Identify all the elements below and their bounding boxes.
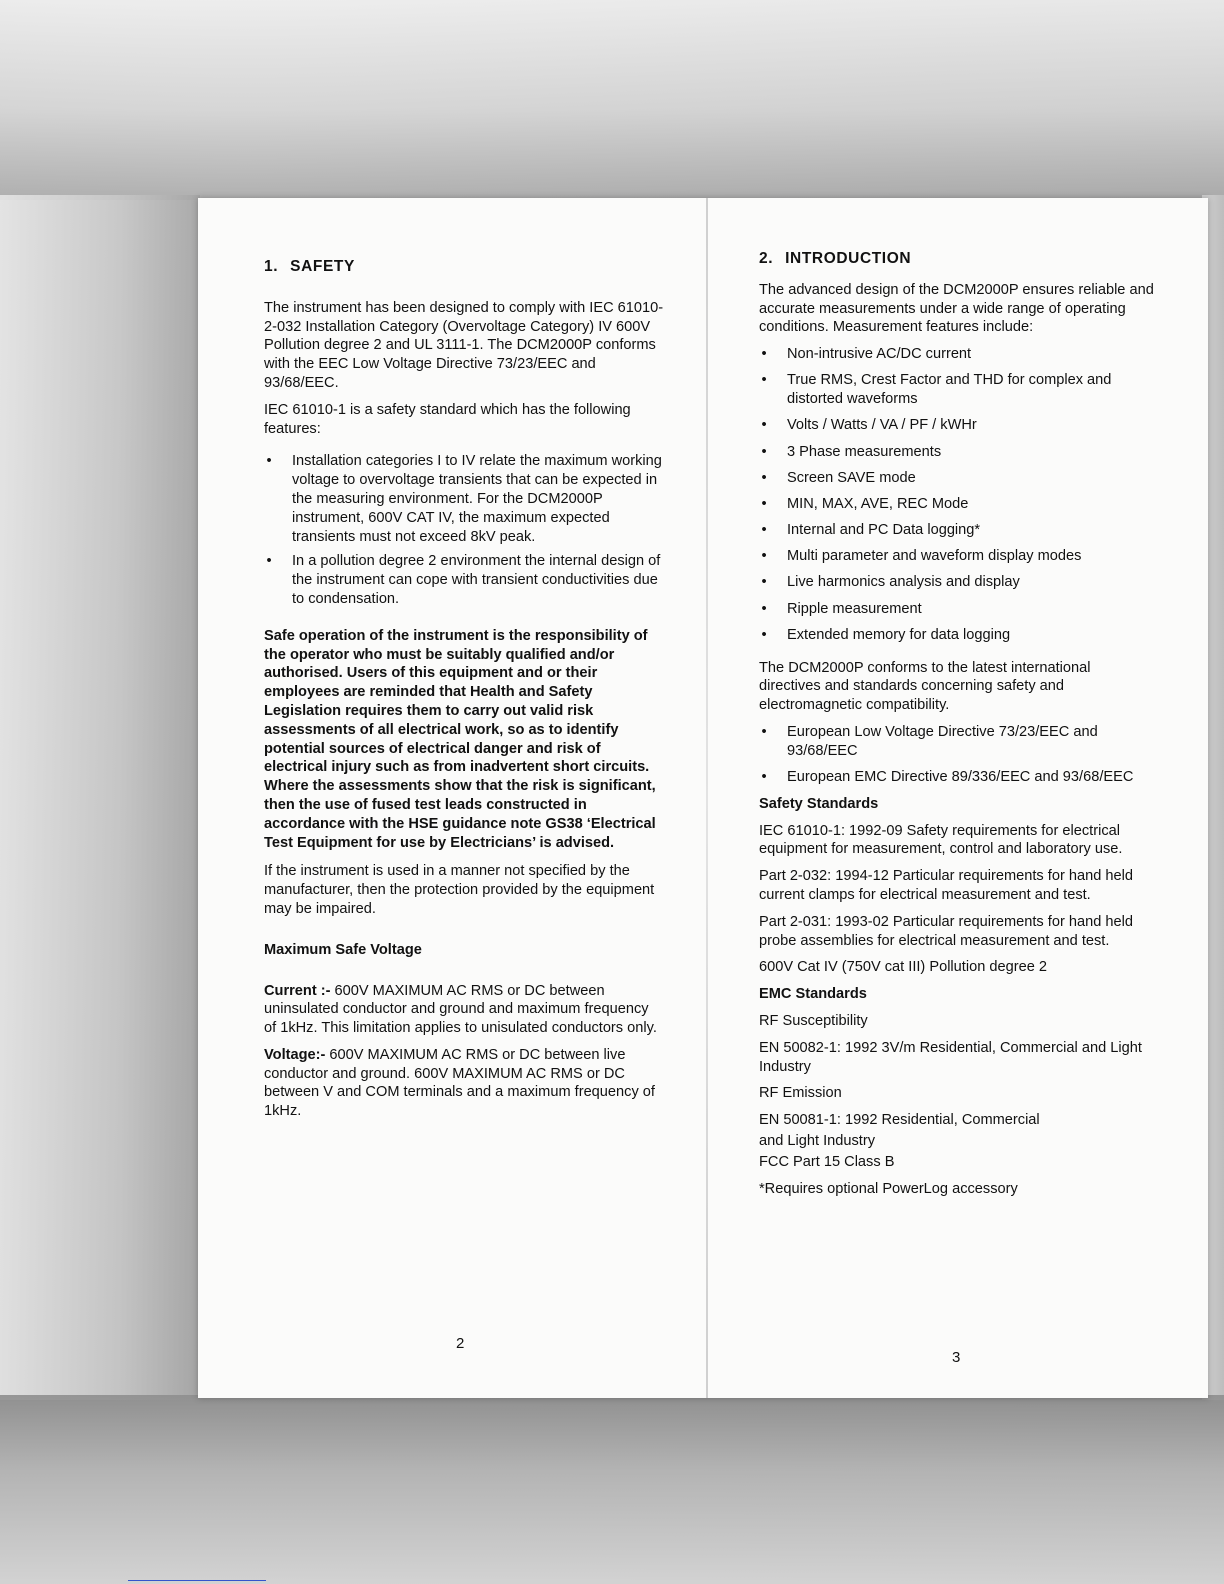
standard-en-50081-1-cont: and Light Industry — [759, 1132, 876, 1149]
voltage-label: Voltage:- — [264, 1046, 326, 1063]
category-rating: 600V Cat IV (750V cat III) Pollution degree 2 — [759, 959, 1047, 976]
safety-heading — [264, 258, 664, 277]
list-item — [759, 469, 1154, 488]
safety-intro-paragraph: The instrument has been designed to comply with IEC 61010-2-032 Installation Category (Overvoltage Category) IV 600V Pollution degree 2 and UL 3111-1. The DCM2000P conforms with the EEC Low Voltage Directive 73/23/EEC and 93/68/EEC. — [264, 299, 664, 391]
bullet-icon: • — [761, 600, 767, 617]
bullet-icon: • — [761, 522, 767, 539]
list-item-text: Volts / Watts / VA / PF / kWHr — [787, 417, 977, 434]
list-item — [759, 495, 1154, 514]
list-item — [759, 345, 1154, 364]
scan-bottom-margin — [0, 1395, 1224, 1584]
list-item-text: European EMC Directive 89/336/EEC and 93/68/EEC — [787, 769, 1134, 786]
page-number-right: 3 — [952, 1349, 961, 1366]
list-item-text: 3 Phase measurements — [787, 443, 942, 460]
list-item-text: European Low Voltage Directive 73/23/EEC and 93/68/EEC — [787, 724, 1098, 759]
bullet-icon: • — [761, 769, 767, 786]
standard-en-50081-1: EN 50081-1: 1992 Residential, Commercial — [759, 1112, 1040, 1129]
list-item — [759, 626, 1154, 645]
right-page — [759, 250, 1154, 1206]
list-item — [759, 600, 1154, 619]
safety-warning: Safe operation of the instrument is the responsibility of the operator who must be suitably qualified and/or authorised. Users of this equipment and or their employees are reminded that Health and Safety Legislation requires them to carry out valid risk assessments of all electrical work, so as to identify potential sources of electrical danger and risk of electrical injury such as from inadvertent short circuits. Where the assessments show that the risk is significant, then the use of fused test leads constructed in accordance with the HSE guidance note GS38 ‘Electrical Test Equipment for use by Electricians’ is advised. — [264, 627, 656, 851]
scan-top-margin — [0, 0, 1224, 200]
list-item — [759, 521, 1154, 540]
voltage-limit-text: 600V MAXIMUM AC RMS or DC between live conductor and ground. 600V MAXIMUM AC RMS or DC between V and COM terminals and a maximum frequency of 1kHz. — [264, 1046, 655, 1120]
list-item-text: Screen SAVE mode — [787, 469, 916, 486]
scan-left-margin — [0, 195, 200, 1400]
iec-features-paragraph: IEC 61010-1 is a safety standard which has the following features: — [264, 401, 631, 437]
bullet-icon: • — [761, 469, 767, 486]
emc-standards-heading: EMC Standards — [759, 986, 867, 1003]
list-item-text: Internal and PC Data logging* — [787, 522, 981, 539]
section-title: INTRODUCTION — [785, 250, 912, 267]
list-item — [759, 573, 1154, 592]
current-limit-paragraph — [264, 982, 664, 1038]
bullet-icon: • — [761, 548, 767, 565]
list-item-text: Ripple measurement — [787, 600, 922, 617]
scan-edge-line — [128, 1580, 266, 1581]
list-item-text: Non-intrusive AC/DC current — [787, 346, 972, 363]
features-list — [759, 345, 1154, 644]
list-item-text: In a pollution degree 2 environment the internal design of the instrument can cope with transient conductivities due to condensation. — [292, 553, 661, 607]
standard-part-2-032: Part 2-032: 1994-12 Particular requirements for hand held current clamps for electrical measurement and test. — [759, 868, 1133, 904]
bullet-icon: • — [266, 453, 272, 470]
bullet-icon: • — [761, 495, 767, 512]
list-item-text: True RMS, Crest Factor and THD for complex and distorted waveforms — [787, 372, 1112, 408]
list-item — [264, 552, 664, 608]
list-item — [264, 452, 664, 546]
standard-en-50082-1: EN 50082-1: 1992 3V/m Residential, Commercial and Light Industry — [759, 1039, 1142, 1075]
bullet-icon: • — [266, 553, 272, 570]
safety-standards-heading: Safety Standards — [759, 795, 879, 812]
footnote: *Requires optional PowerLog accessory — [759, 1180, 1018, 1197]
rf-susceptibility-label: RF Susceptibility — [759, 1013, 868, 1029]
bullet-icon: • — [761, 417, 767, 434]
page-number-left: 2 — [456, 1335, 465, 1352]
standard-part-2-031: Part 2-031: 1993-02 Particular requirements for hand held probe assemblies for electrical measurement and test. — [759, 913, 1133, 949]
bullet-icon: • — [761, 443, 767, 460]
section-title: SAFETY — [290, 258, 355, 275]
bullet-icon: • — [761, 346, 767, 363]
list-item-text: MIN, MAX, AVE, REC Mode — [787, 495, 969, 512]
fcc-standard: FCC Part 15 Class B — [759, 1153, 895, 1170]
current-limit-text: 600V MAXIMUM AC RMS or DC between uninsulated conductor and ground and maximum frequency of 1kHz. This limitation applies to unisulated conductors only. — [264, 982, 657, 1037]
section-number: 2. — [759, 250, 774, 267]
list-item-text: Installation categories I to IV relate the maximum working voltage to overvoltage transients that can be expected in the measuring environment. For the DCM2000P instrument, 600V CAT IV, the maximum expected transients must not exceed 8kV peak. — [292, 453, 662, 545]
bullet-icon: • — [761, 574, 767, 591]
manufacturer-note: If the instrument is used in a manner not specified by the manufacturer, then the protection provided by the equipment may be impaired. — [264, 863, 655, 917]
left-page — [264, 258, 664, 1129]
list-item — [759, 371, 1154, 409]
standard-iec-61010-1: IEC 61010-1: 1992-09 Safety requirements for electrical equipment for measurement, control and laboratory use. — [759, 822, 1123, 858]
list-item — [759, 416, 1154, 435]
current-label: Current :- — [264, 982, 331, 999]
list-item-text: Multi parameter and waveform display modes — [787, 548, 1082, 565]
iec-features-list — [264, 452, 664, 608]
list-item — [759, 547, 1154, 566]
list-item — [759, 443, 1154, 462]
introduction-heading — [759, 250, 1154, 269]
list-item-text: Extended memory for data logging — [787, 626, 1011, 643]
introduction-paragraph: The advanced design of the DCM2000P ensures reliable and accurate measurements under a wide range of operating conditions. Measurement features include: — [759, 281, 1154, 336]
bullet-icon: • — [761, 724, 767, 741]
bullet-icon: • — [761, 372, 767, 389]
max-safe-voltage-heading: Maximum Safe Voltage — [264, 941, 422, 958]
voltage-limit-paragraph — [264, 1046, 664, 1121]
conformity-paragraph: The DCM2000P conforms to the latest international directives and standards concerning safety and electromagnetic compatibility. — [759, 659, 1091, 714]
list-item — [759, 723, 1154, 761]
booklet-spine — [706, 198, 708, 1398]
rf-emission-label: RF Emission — [759, 1085, 842, 1102]
list-item — [759, 768, 1154, 787]
section-number: 1. — [264, 258, 279, 275]
bullet-icon: • — [761, 626, 767, 643]
directives-list — [759, 723, 1154, 787]
list-item-text: Live harmonics analysis and display — [787, 574, 1020, 591]
